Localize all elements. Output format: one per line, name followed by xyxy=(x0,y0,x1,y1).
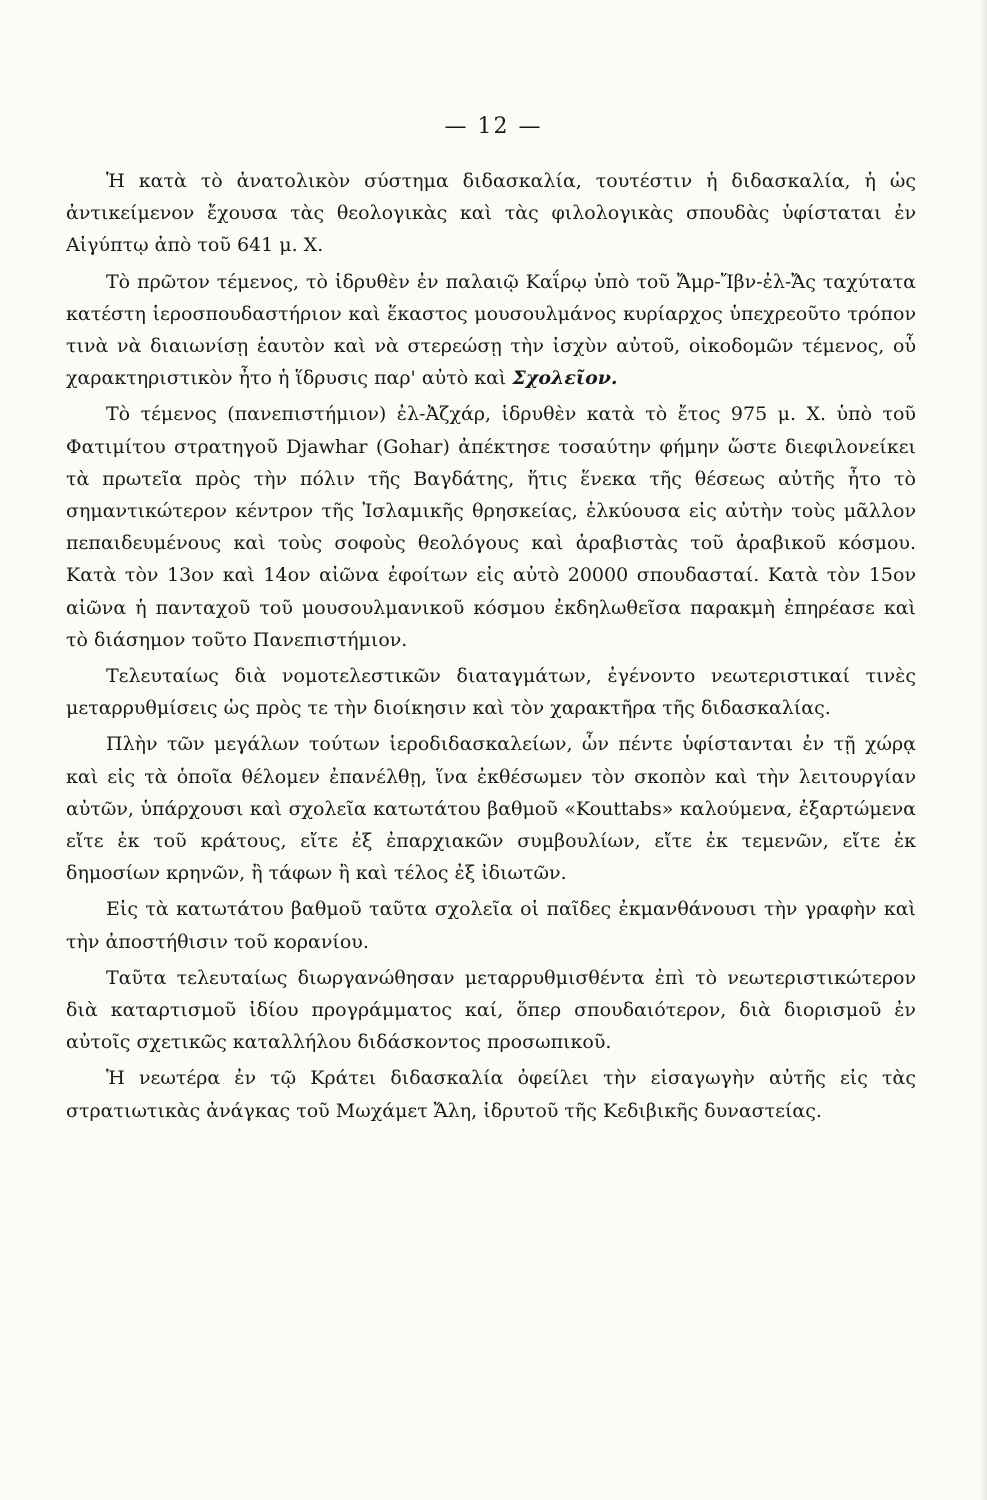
paragraph-3: Τὸ τέμενος (πανεπιστήμιον) ἐλ-Ἀζχάρ, ἱδρυθὲν κατὰ τὸ ἔτος 975 μ. Χ. ὑπὸ τοῦ Φατιμίτου στρατηγοῦ Djawhar (Gohar) ἀπέκτησε τοσαύτην φήμην ὥστε διεφιλονείκει τὰ πρωτεῖα πρὸς τὴν πόλιν τῆς Βαγδάτης, ἥτις ἕνεκα τῆς θέσεως αὐτῆς ἦτο τὸ σημαντικώτερον κέντρον τῆς Ἰσλαμικῆς θρησκείας, ἑλκύουσα εἰς αὐτὴν τοὺς μᾶλλον πεπαιδευμένους καὶ τοὺς σοφοὺς θεολόγους καὶ ἀραβιστὰς τοῦ ἀραβικοῦ κόσμου. Κατὰ τὸν 13ον καὶ 14ον αἰῶνα ἐφοίτων εἰς αὐτὸ 20000 σπουδασταί. Κατὰ τὸν 15ον αἰῶνα ἡ πανταχοῦ τοῦ μουσουλμανικοῦ κόσμου ἐκδηλωθεῖσα παρακμὴ ἐπηρέασε καὶ τὸ διάσημον τοῦτο Πανεπιστήμιον. xyxy=(66,403,916,651)
paragraph-6: Εἰς τὰ κατωτάτου βαθμοῦ ταῦτα σχολεῖα οἱ παῖδες ἐκμανθάνουσι τὴν γραφὴν καὶ τὴν ἀποστήθισιν τοῦ κορανίου. xyxy=(66,898,916,953)
paragraph-1: Ἡ κατὰ τὸ ἀνατολικὸν σύστημα διδασκαλία, τουτέστιν ἡ διδασκαλία, ἡ ὡς ἀντικείμενον ἔχουσα τὰς θεολογικὰς καὶ τὰς φιλολογικὰς σπουδὰς ὑφίσταται ἐν Αἰγύπτῳ ἀπὸ τοῦ 641 μ. Χ. xyxy=(66,170,916,257)
emphasis-scholeion: Σχολεῖον. xyxy=(512,367,618,390)
paragraph-5: Πλὴν τῶν μεγάλων τούτων ἱεροδιδασκαλείων, ὧν πέντε ὑφίστανται ἐν τῇ χώρᾳ καὶ εἰς τὰ ὁποῖα θέλομεν ἐπανέλθῃ, ἵνα ἐκθέσωμεν τὸν σκοπὸν καὶ τὴν λειτουργίαν αὐτῶν, ὑπάρχουσι καὶ σχολεῖα κατωτάτου βαθμοῦ «Kouttabs» καλούμενα, ἐξαρτώμενα εἴτε ἐκ τοῦ κράτους, εἴτε ἐξ ἐπαρχιακῶν συμβουλίων, εἴτε ἐκ τεμενῶν, εἴτε ἐκ δημοσίων κρηνῶν, ἢ τάφων ἢ καὶ τέλος ἐξ ἰδιωτῶν. xyxy=(66,733,916,885)
body-text xyxy=(66,165,916,1131)
page-number: — 12 — xyxy=(444,114,543,139)
paragraph-4: Τελευταίως διὰ νομοτελεστικῶν διαταγμάτων, ἐγένοντο νεωτεριστικαί τινὲς μεταρρυθμίσεις ὡς πρὸς τε τὴν διοίκησιν καὶ τὸν χαρακτῆρα τῆς διδασκαλίας. xyxy=(66,665,916,720)
paragraph-2 xyxy=(66,266,916,395)
paragraph-2-text: Τὸ πρῶτον τέμενος, τὸ ἱδρυθὲν ἐν παλαιῷ Καΐρῳ ὑπὸ τοῦ Ἄμρ-Ἴβν-ἐλ-Ἄς ταχύτατα κατέστη ἱεροσπουδαστήριον καὶ ἕκαστος μουσουλμάνος κυρίαρχος ὑπεχρεοῦτο τρόπον τινὰ νὰ διαιωνίσῃ ἑαυτὸν καὶ νὰ στερεώσῃ τὴν ἰσχὺν αὐτοῦ, οἰκοδομῶν τέμενος, οὗ χαρακτηριστικὸν ἦτο ἡ ἵδρυσις παρ' αὐτὸ καὶ xyxy=(66,270,916,390)
paragraph-8: Ἡ νεωτέρα ἐν τῷ Κράτει διδασκαλία ὀφείλει τὴν εἰσαγωγὴν αὐτῆς εἰς τὰς στρατιωτικὰς ἀνάγκας τοῦ Μωχάμετ Ἄλη, ἱδρυτοῦ τῆς Κεδιβικῆς δυναστείας. xyxy=(66,1067,916,1122)
paragraph-7: Ταῦτα τελευταίως διωργανώθησαν μεταρρυθμισθέντα ἐπὶ τὸ νεωτεριστικώτερον διὰ καταρτισμοῦ ἰδίου προγράμματος καί, ὅπερ σπουδαιότερον, διὰ διορισμοῦ ἐν αὐτοῖς σχετικῶς καταλλήλου διδάσκοντος προσωπικοῦ. xyxy=(66,966,916,1054)
page-edge-shadow xyxy=(979,0,987,1500)
